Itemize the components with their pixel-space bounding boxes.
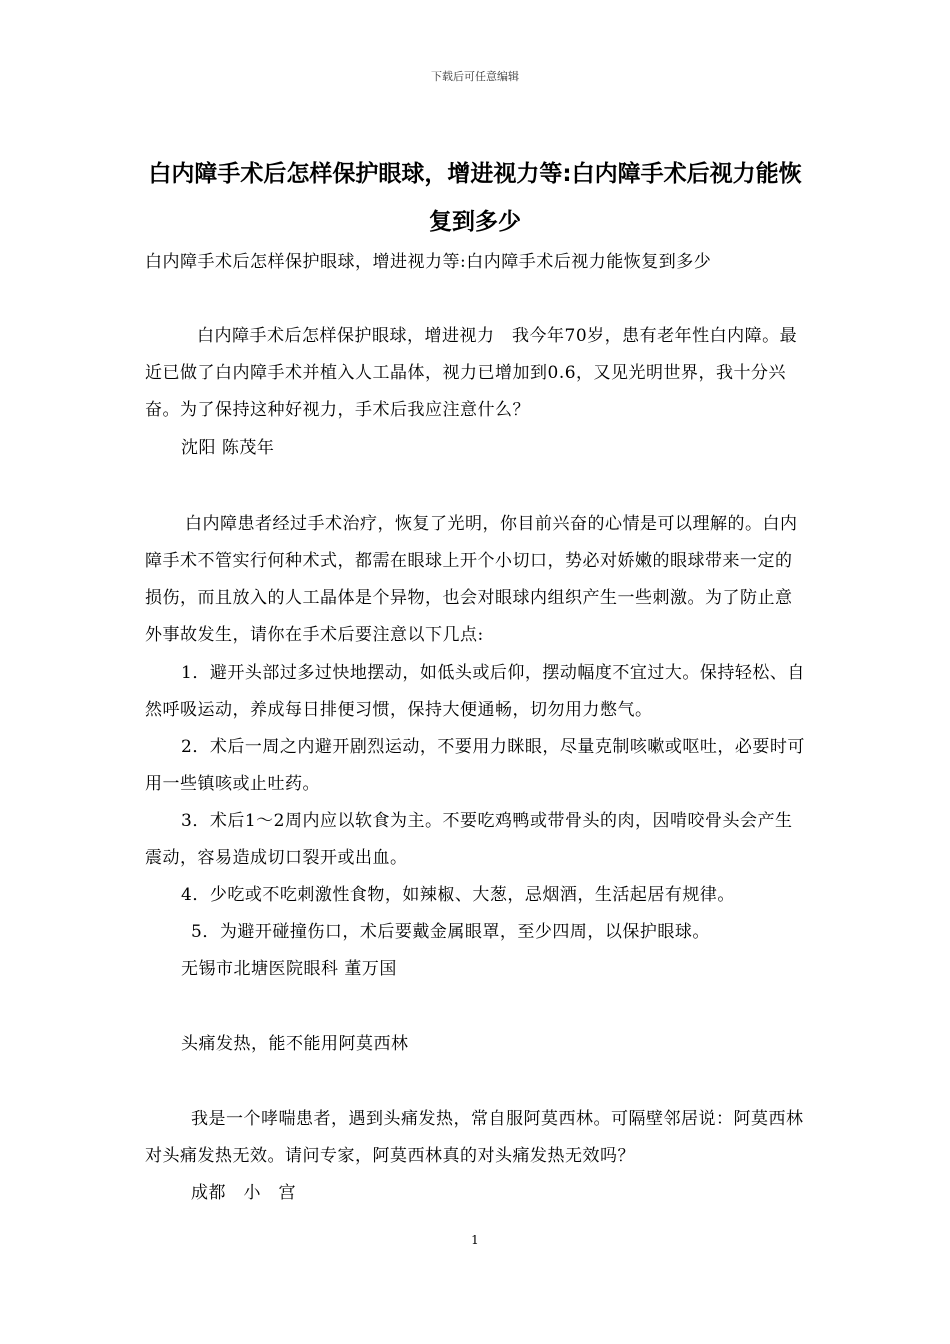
- article-subtitle: 白内障手术后怎样保护眼球，增进视力等:白内障手术后视力能恢复到多少: [145, 252, 712, 272]
- answer-intro-paragraph: 白内障患者经过手术治疗，恢复了光明，你目前兴奋的心情是可以理解的。白内障手术不管实行何种术式，都需在眼球上开个小切口，势必对娇嫩的眼球带来一定的损伤，而且放入的人工晶体是个异物，也会对眼球内组织产生一些刺激。为了防止意外事故发生，请你在手术后要注意以下几点:: [145, 514, 798, 645]
- question-signature: 成都 小 宫: [191, 1183, 296, 1203]
- article-title: 白内障手术后怎样保护眼球，增进视力等:白内障手术后视力能恢复到多少: [148, 161, 802, 235]
- answer-signature: 无锡市北塘医院眼科 董万国: [181, 959, 397, 979]
- page-number: 1: [471, 1233, 479, 1247]
- question-paragraph: 白内障手术后怎样保护眼球，增进视力 我今年70岁，患有老年性白内障。最近已做了白内障手术并植入人工晶体，视力已增加到0.6，又见光明世界，我十分兴奋。为了保持这种好视力，手术后我应注意什么？: [145, 326, 798, 420]
- question-paragraph: 我是一个哮喘患者，遇到头痛发热，常自服阿莫西林。可隔壁邻居说：阿莫西林对头痛发热无效。请问专家，阿莫西林真的对头痛发热无效吗？: [145, 1109, 804, 1166]
- answer-list-item: 3．术后1～2周内应以软食为主。不要吃鸡鸭或带骨头的肉，因啃咬骨头会产生震动，容易造成切口裂开或出血。: [145, 811, 793, 868]
- header-note: 下载后可任意编辑: [431, 70, 519, 83]
- answer-list-item: 1．避开头部过多过快地摆动，如低头或后仰，摆动幅度不宜过大。保持轻松、自然呼吸运动，养成每日排便习惯，保持大便通畅，切勿用力憋气。: [145, 663, 805, 720]
- question-signature: 沈阳 陈茂年: [181, 438, 275, 458]
- section-heading: 头痛发热，能不能用阿莫西林: [181, 1034, 409, 1054]
- answer-list-item: 2．术后一周之内避开剧烈运动，不要用力眯眼，尽量克制咳嗽或呕吐，必要时可用一些镇咳或止吐药。: [145, 737, 805, 794]
- answer-list-item: 4．少吃或不吃刺激性食物，如辣椒、大葱，忌烟酒，生活起居有规律。: [181, 885, 735, 905]
- answer-list-item: 5．为避开碰撞伤口，术后要戴金属眼罩，至少四周，以保护眼球。: [191, 922, 710, 942]
